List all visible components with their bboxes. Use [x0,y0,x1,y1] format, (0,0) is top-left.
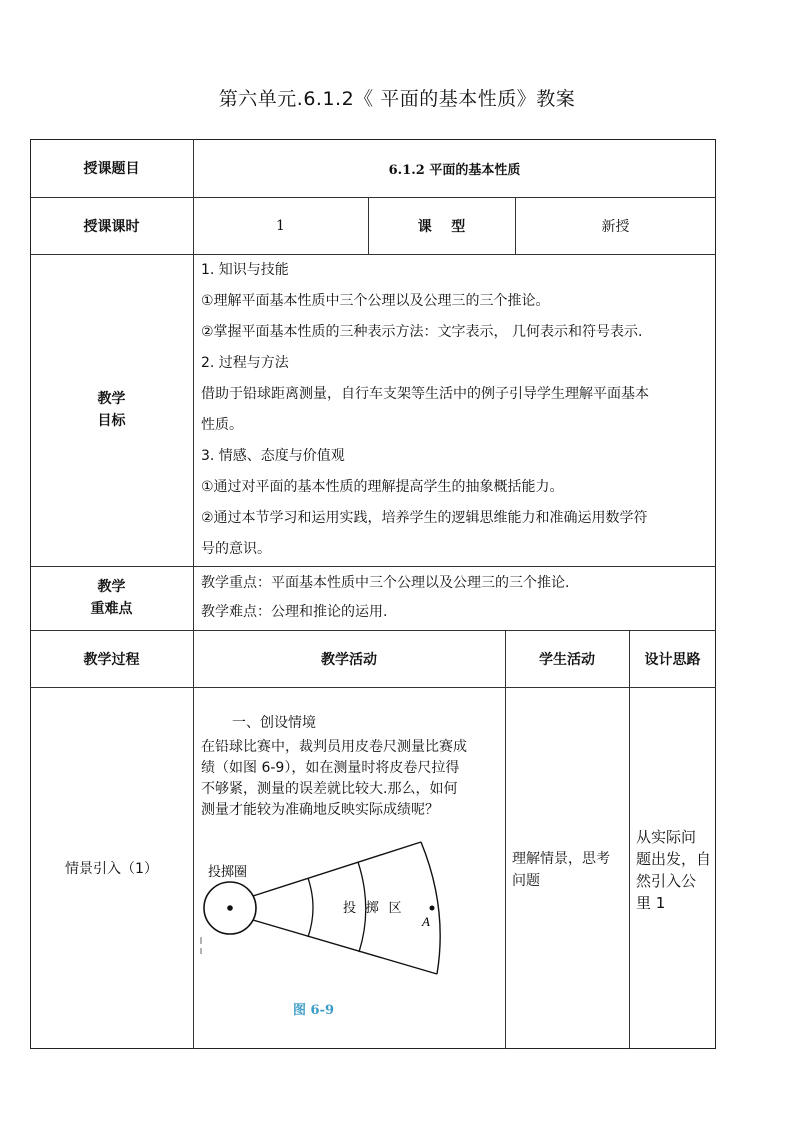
header-student-activity: 学生活动 [539,651,595,668]
shot-put-figure [198,840,458,990]
hours-value: 1 [276,217,285,234]
keypoint-focus: 教学重点：平面基本性质中三个公理以及公理三的三个推论. [201,575,570,591]
column-divider [629,630,630,1049]
column-divider [193,139,194,1049]
design-idea-line: 题出发，自 [636,850,712,868]
objective-line: ②掌握平面基本性质的三种表示方法：文字表示， 几何表示和符号表示. [201,324,643,340]
keypoints-label [30,566,193,630]
objectives-content [201,255,713,565]
header-teaching-activity: 教学活动 [321,651,377,668]
lesson-type-value: 新授 [601,218,630,235]
objective-line: 号的意识。 [201,541,271,557]
objectives-label-line: 目标 [97,413,126,429]
activity-line: 测量才能较为准确地反映实际成绩呢？ [201,802,439,818]
header-design-idea: 设计思路 [644,651,701,668]
topic-label: 授课题目 [83,161,140,177]
objective-line: ①通过对平面的基本性质的理解提高学生的抽象概括能力。 [201,479,564,495]
student-activity-text [512,848,627,892]
activity-line: 在铅球比赛中，裁判员用皮卷尺测量比赛成 [201,739,467,755]
objective-line: 借助于铅球距离测量，自行车支架等生活中的例子引导学生理解平面基本 [201,386,649,402]
sector-boundary-lower [253,920,437,974]
design-idea-text [636,826,714,914]
keypoint-difficulty: 教学难点：公理和推论的运用. [201,604,388,620]
lesson-type-label: 课 型 [417,218,466,235]
activity-text [201,737,503,821]
section-heading: 一、创设情境 [232,715,316,731]
sector-arc [308,878,313,937]
keypoints-label-line: 教学 [97,579,126,595]
topic-value: 6.1.2 平面的基本性质 [388,162,521,178]
header-teaching-process: 教学过程 [83,651,140,668]
point-a-label: A [422,914,430,929]
circle-center-dot [227,905,233,911]
activity-line: 绩（如图 6-9），如在测量时将皮卷尺拉得 [201,760,460,776]
keypoints-label-line: 重难点 [90,601,133,617]
objective-line: 1. 知识与技能 [201,262,289,278]
figure-caption: 图 6-9 [293,1003,335,1018]
landing-point-dot [430,906,435,911]
stage-label: 情景引入（1） [65,861,158,877]
throwing-circle-label: 投掷圈 [208,864,248,879]
design-idea-line: 然引入公 [636,872,697,890]
column-divider [505,630,506,1049]
objective-line: 3. 情感、态度与价值观 [201,448,345,464]
objective-line: ①理解平面基本性质中三个公理以及公理三的三个推论。 [201,293,550,309]
throwing-zone-label: 投 掷 区 [343,900,402,915]
student-activity-line: 问题 [512,873,540,889]
hours-label: 授课课时 [83,218,140,235]
sector-boundary-upper [253,842,421,896]
keypoints-content [201,569,713,627]
document-title: 第六单元.6.1.2《 平面的基本性质》教案 [218,88,576,110]
objectives-label [30,254,193,566]
objectives-label-line: 教学 [97,391,126,407]
objective-line: 性质。 [201,417,243,433]
activity-line: 不够紧，测量的误差就比较大.那么，如何 [201,781,458,797]
design-idea-line: 里 1 [636,894,666,912]
objective-line: ②通过本节学习和运用实践，培养学生的逻辑思维能力和准确运用数学符 [201,510,648,526]
student-activity-line: 理解情景，思考 [512,851,610,867]
design-idea-line: 从实际问 [636,828,697,846]
objective-line: 2. 过程与方法 [201,355,289,371]
